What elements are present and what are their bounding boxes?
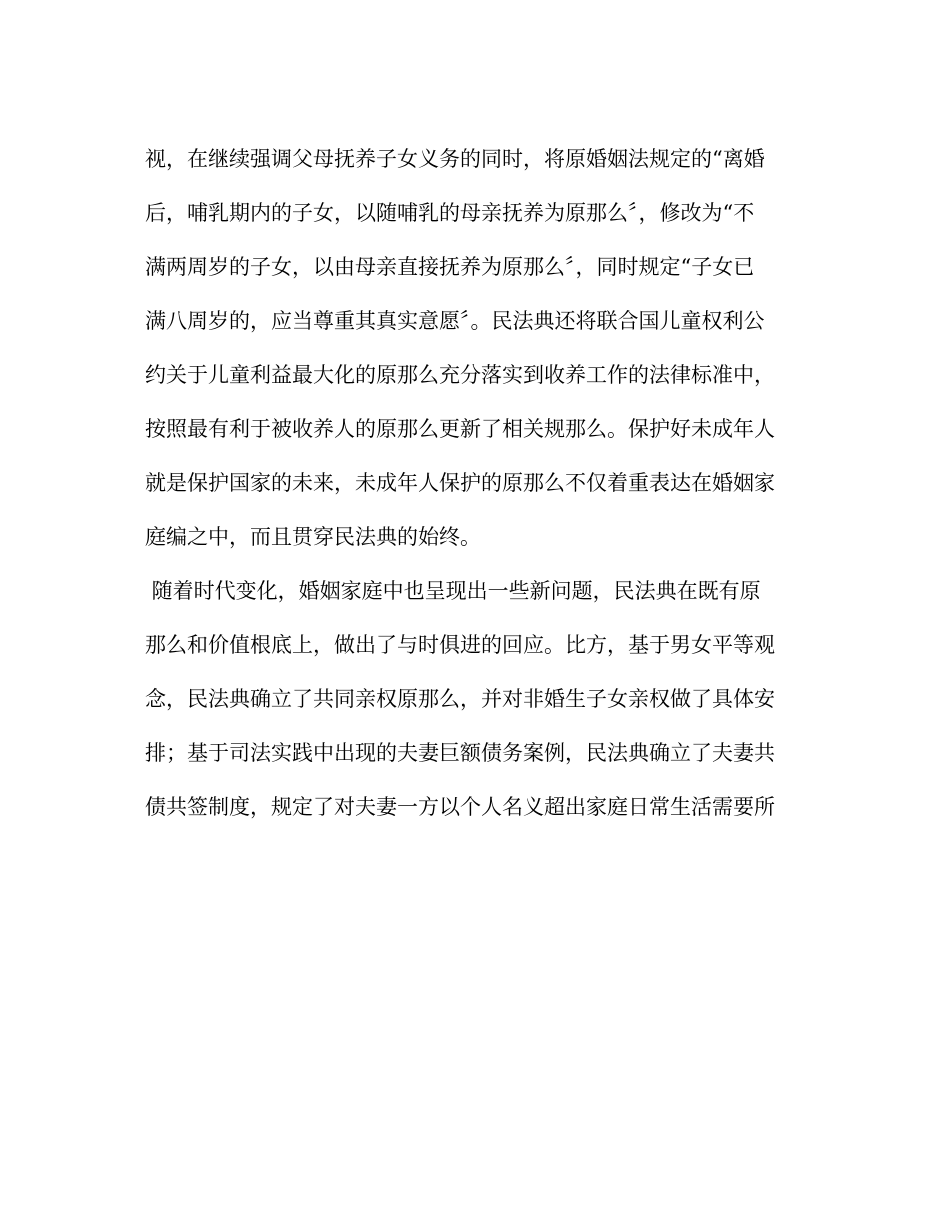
text-line-9: 随着时代变化，婚姻家庭中也呈现出一些新问题，民法典在既有原 <box>145 579 761 603</box>
text-line-12: 排；基于司法实践中出现的夫妻巨额债务案例，民法典确立了夫妻共 <box>145 741 775 765</box>
text-line-5: 约关于儿童利益最大化的原那么充分落实到收养工作的法律标准中， <box>145 363 775 387</box>
text-line-1: 视，在继续强调父母抚养子女义务的同时，将原婚姻法规定的“离婚 <box>145 147 765 171</box>
text-line-13: 债共签制度，规定了对夫妻一方以个人名义超出家庭日常生活需要所 <box>145 795 775 819</box>
text-line-8: 庭编之中，而且贯穿民法典的始终。 <box>145 525 481 549</box>
text-line-6: 按照最有利于被收养人的原那么更新了相关规那么。保护好未成年人 <box>145 417 775 441</box>
text-line-10: 那么和价值根底上，做出了与时俱进的回应。比方，基于男女平等观 <box>145 633 775 657</box>
text-line-3: 满两周岁的子女，以由母亲直接抚养为原那么〞，同时规定“子女已 <box>145 255 755 279</box>
text-line-2: 后，哺乳期内的子女，以随哺乳的母亲抚养为原那么〞，修改为“不 <box>145 201 755 225</box>
text-line-4: 满八周岁的，应当尊重其真实意愿〞。民法典还将联合国儿童权利公 <box>145 309 765 333</box>
text-line-11: 念，民法典确立了共同亲权原那么，并对非婚生子女亲权做了具体安 <box>145 687 775 711</box>
text-line-7: 就是保护国家的未来，未成年人保护的原那么不仅着重表达在婚姻家 <box>145 471 775 495</box>
body-text <box>145 132 825 834</box>
